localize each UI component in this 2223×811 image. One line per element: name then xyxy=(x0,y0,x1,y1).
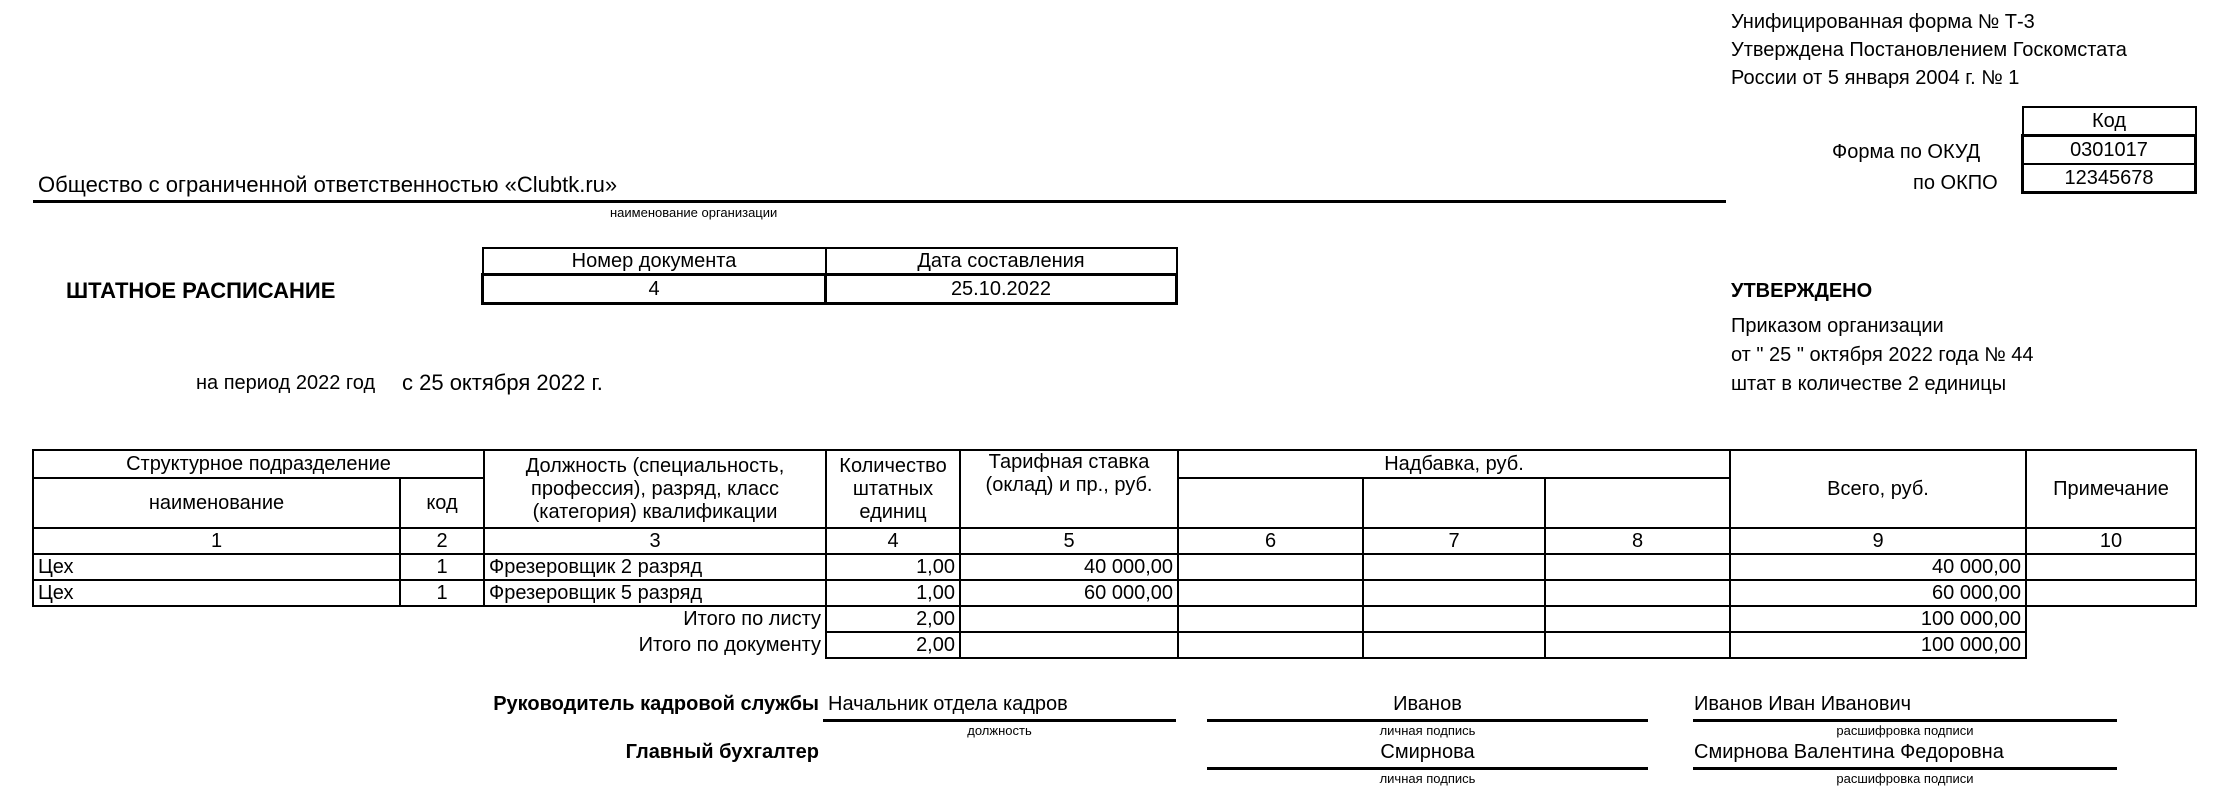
cell-unit: Цех xyxy=(33,554,400,580)
table-row xyxy=(33,580,2196,606)
header-count: Количество штатных единиц xyxy=(826,450,960,528)
hr-decoding-caption: расшифровка подписи xyxy=(1836,723,1974,738)
form-approval-line3: России от 5 января 2004 г. № 1 xyxy=(1731,67,2020,89)
document-title: ШТАТНОЕ РАСПИСАНИЕ xyxy=(66,278,336,303)
accountant-full-name-line xyxy=(1693,767,2117,770)
hr-label: Руководитель кадровой службы xyxy=(493,693,819,715)
document-number: 4 xyxy=(483,275,826,304)
cell-position: Фрезеровщик 5 разряд xyxy=(484,580,826,606)
organization-underline xyxy=(33,200,1726,203)
col-number: 6 xyxy=(1178,528,1363,554)
col-number: 4 xyxy=(826,528,960,554)
sheet-total-row xyxy=(33,606,2196,632)
cell-allowance-7 xyxy=(1363,554,1545,580)
okpo-label: по ОКПО xyxy=(1913,172,1998,194)
cell-allowance-6 xyxy=(1178,554,1363,580)
sheet-total-sum: 100 000,00 xyxy=(1730,606,2026,632)
col-number: 10 xyxy=(2026,528,2196,554)
doc-total-a6 xyxy=(1178,632,1363,658)
okud-label: Форма по ОКУД xyxy=(1832,141,1981,163)
hr-position-line xyxy=(823,719,1176,722)
codes-header: Код xyxy=(2023,107,2196,136)
hr-signature: Иванов xyxy=(1393,693,1462,715)
cell-unit: Цех xyxy=(33,580,400,606)
cell-position: Фрезеровщик 2 разряд xyxy=(484,554,826,580)
header-unit-name: наименование xyxy=(33,478,400,528)
cell-code: 1 xyxy=(400,580,484,606)
organization-caption: наименование организации xyxy=(610,205,778,220)
form-approval-header xyxy=(1731,8,2127,92)
doc-total-note xyxy=(2026,632,2196,658)
hr-full-name: Иванов Иван Иванович xyxy=(1694,693,1912,715)
header-total: Всего, руб. xyxy=(1730,450,2026,528)
accountant-signature: Смирнова xyxy=(1380,741,1475,763)
staff-table xyxy=(32,449,2197,659)
sheet-total-a7 xyxy=(1363,606,1545,632)
period-value: с 25 октября 2022 г. xyxy=(402,370,603,395)
sheet-total-rate xyxy=(960,606,1178,632)
hr-signature-caption: личная подпись xyxy=(1379,723,1476,738)
header-allowance: Надбавка, руб. xyxy=(1178,450,1730,478)
form-approval-line2: Утверждена Постановлением Госкомстата xyxy=(1731,39,2127,61)
col-number: 3 xyxy=(484,528,826,554)
cell-total: 40 000,00 xyxy=(1730,554,2026,580)
col-number: 5 xyxy=(960,528,1178,554)
cell-rate: 60 000,00 xyxy=(960,580,1178,606)
sheet-total-a8 xyxy=(1545,606,1730,632)
header-allowance-7 xyxy=(1363,478,1545,528)
hr-position: Начальник отдела кадров xyxy=(828,693,1068,715)
cell-code: 1 xyxy=(400,554,484,580)
cell-total: 60 000,00 xyxy=(1730,580,2026,606)
document-date: 25.10.2022 xyxy=(826,275,1177,304)
header-struct-unit: Структурное подразделение xyxy=(33,450,484,478)
col-number: 9 xyxy=(1730,528,2026,554)
form-approval-line1: Унифицированная форма № Т-3 xyxy=(1731,11,2035,33)
accountant-decoding-caption: расшифровка подписи xyxy=(1836,771,1974,786)
doc-total-a8 xyxy=(1545,632,1730,658)
header-unit-code: код xyxy=(400,478,484,528)
col-number: 7 xyxy=(1363,528,1545,554)
cell-count: 1,00 xyxy=(826,580,960,606)
doc-total-count: 2,00 xyxy=(826,632,960,658)
col-number: 2 xyxy=(400,528,484,554)
codes-table xyxy=(2021,106,2197,194)
accountant-label: Главный бухгалтер xyxy=(625,741,819,763)
cell-allowance-7 xyxy=(1363,580,1545,606)
cell-allowance-8 xyxy=(1545,580,1730,606)
doc-total-sum: 100 000,00 xyxy=(1730,632,2026,658)
header-note: Примечание xyxy=(2026,450,2196,528)
document-number-header: Номер документа xyxy=(483,248,826,275)
hr-full-name-line xyxy=(1693,719,2117,722)
approved-line1: Приказом организации xyxy=(1731,315,1944,337)
period-label: на период 2022 год xyxy=(196,372,376,394)
header-rate: Тарифная ставка (оклад) и пр., руб. xyxy=(960,450,1178,528)
hr-position-caption: должность xyxy=(967,723,1032,738)
sheet-total-a6 xyxy=(1178,606,1363,632)
doc-total-a7 xyxy=(1363,632,1545,658)
hr-signature-line xyxy=(1207,719,1648,722)
okpo-value: 12345678 xyxy=(2023,164,2196,193)
sheet-total-note xyxy=(2026,606,2196,632)
column-numbers-row xyxy=(33,528,2196,554)
cell-allowance-8 xyxy=(1545,554,1730,580)
cell-rate: 40 000,00 xyxy=(960,554,1178,580)
okud-value: 0301017 xyxy=(2023,136,2196,165)
col-number: 1 xyxy=(33,528,400,554)
organization-name: Общество с ограниченной ответственностью «Clubtk.ru» xyxy=(38,172,618,197)
header-position: Должность (специальность, профессия), разряд, класс (категория) квалификации xyxy=(484,450,826,528)
document-number-table xyxy=(481,247,1178,305)
cell-note xyxy=(2026,554,2196,580)
header-allowance-8 xyxy=(1545,478,1730,528)
accountant-full-name: Смирнова Валентина Федоровна xyxy=(1694,741,2004,763)
approved-line2: от " 25 " октября 2022 года № 44 xyxy=(1731,344,2034,366)
accountant-signature-caption: личная подпись xyxy=(1379,771,1476,786)
accountant-signature-line xyxy=(1207,767,1648,770)
doc-total-row xyxy=(33,632,2196,658)
approved-title: УТВЕРЖДЕНО xyxy=(1731,280,1873,302)
header-allowance-6 xyxy=(1178,478,1363,528)
cell-note xyxy=(2026,580,2196,606)
col-number: 8 xyxy=(1545,528,1730,554)
sheet-total-count: 2,00 xyxy=(826,606,960,632)
approved-line3: штат в количестве 2 единицы xyxy=(1731,373,2007,395)
cell-allowance-6 xyxy=(1178,580,1363,606)
cell-count: 1,00 xyxy=(826,554,960,580)
doc-total-rate xyxy=(960,632,1178,658)
doc-total-label: Итого по документу xyxy=(638,633,821,656)
document-date-header: Дата составления xyxy=(826,248,1177,275)
table-row xyxy=(33,554,2196,580)
approved-block xyxy=(1731,312,2034,399)
sheet-total-label: Итого по листу xyxy=(683,608,821,630)
